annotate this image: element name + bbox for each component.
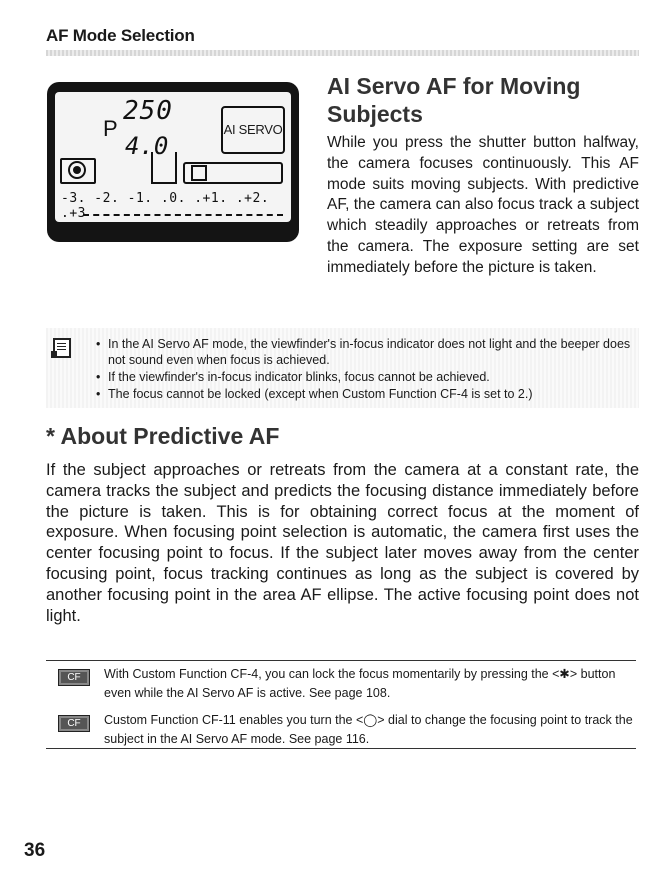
divider [46, 748, 636, 749]
lcd-af-mode-box [221, 106, 285, 154]
section-header: AF Mode Selection [46, 26, 195, 45]
cf-badge-icon: CF [58, 669, 90, 686]
main-paragraph: While you press the shutter button halfway, the camera focuses continuously. This AF mode suits moving subjects. With predictive AF, the camera can also focus track a subject which steadily approaches or retreats from the camera. The exposure setting are set immediately before the picture is taken. [327, 134, 639, 276]
cf-badge-icon: CF [58, 715, 90, 732]
note-box [46, 328, 639, 408]
note-icon [53, 338, 71, 358]
lcd-screen [55, 92, 291, 222]
note-item: • If the viewfinder's in-focus indicator blinks, focus cannot be achieved. [96, 369, 639, 385]
header-rule [46, 50, 639, 56]
lcd-shutter-speed: 250 [123, 96, 173, 126]
exposure-scale-ticks [83, 212, 283, 216]
note-item: • The focus cannot be locked (except when Custom Function CF-4 is set to 2.) [96, 386, 639, 402]
body-paragraph: If the subject approaches or retreats from the camera at a constant rate, the camera tracks the subject and predicts the focusing distance immediately before the picture is taken. This is for obtaining correct focus at the moment of exposure. When focusing point selection is automatic, the camera first uses the center focusing point to focus. If the subject later moves away from the center focusing point, focus tracking continues as long as the subject is covered by another focusing point in the area AF ellipse. The active focusing point does not light. [46, 461, 639, 625]
note-list [96, 336, 639, 403]
custom-function-text: Custom Function CF-11 enables you turn the <◯> dial to change the focusing point to track the subject in the AI Servo AF mode. See page 116. [104, 713, 633, 746]
lcd-program-indicator: P [103, 116, 118, 141]
metering-mode-icon [60, 158, 96, 184]
focus-bracket-icon [151, 152, 177, 184]
divider [46, 660, 636, 661]
page-number: 36 [24, 840, 46, 861]
focus-frame-icon [183, 162, 283, 184]
lcd-exposure-scale: -3. -2. -1. .0. .+1. .+2. .+3 [61, 191, 270, 221]
lcd-panel-illustration [47, 82, 299, 242]
lcd-af-mode-label: AI SERVO [223, 122, 283, 137]
section-heading: AI Servo AF for Moving Subjects [327, 73, 581, 127]
custom-function-text: With Custom Function CF-4, you can lock the focus momentarily by pressing the <✱> button even while the AI Servo AF is active. See page 108. [104, 667, 616, 700]
note-item: • In the AI Servo AF mode, the viewfinder's in-focus indicator does not light and the beeper does not sound even when focus is achieved. [96, 336, 639, 368]
subheading: * About Predictive AF [46, 423, 280, 449]
lcd-aperture: 4.0 [125, 132, 169, 160]
